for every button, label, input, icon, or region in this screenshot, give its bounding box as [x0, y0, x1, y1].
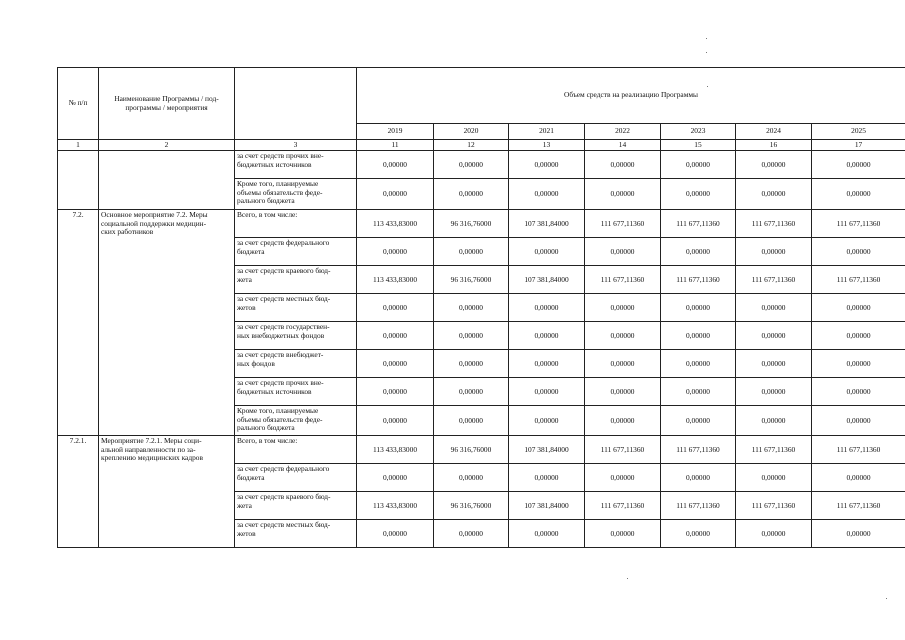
scan-speck [706, 52, 707, 53]
value-cell: 0,00000 [736, 406, 812, 436]
value-cell: 111 677,11360 [661, 436, 736, 464]
column-index: 13 [509, 140, 585, 151]
value-cell: 107 381,84000 [509, 266, 585, 294]
value-cell: 0,00000 [357, 294, 434, 322]
value-cell: 0,00000 [661, 378, 736, 406]
scan-speck [886, 598, 887, 599]
row-number [58, 151, 99, 210]
value-cell: 0,00000 [357, 322, 434, 350]
funding-source: за счет средств федерального бюджета [235, 238, 357, 266]
header-year: 2020 [434, 124, 509, 140]
value-cell: 0,00000 [509, 350, 585, 378]
value-cell: 0,00000 [585, 350, 661, 378]
value-cell: 0,00000 [357, 378, 434, 406]
funding-source: за счет средств внебюджет- ных фондов [235, 350, 357, 378]
value-cell: 0,00000 [509, 151, 585, 179]
value-cell: 0,00000 [661, 464, 736, 492]
value-cell: 0,00000 [661, 238, 736, 266]
row-number: 7.2.1. [58, 436, 99, 548]
value-cell: 0,00000 [434, 406, 509, 436]
value-cell: 0,00000 [812, 350, 905, 378]
header-volume: Объем средств на реализацию Программы [357, 68, 905, 124]
column-index: 16 [736, 140, 812, 151]
column-index: 17 [812, 140, 905, 151]
value-cell: 0,00000 [736, 151, 812, 179]
value-cell: 0,00000 [812, 464, 905, 492]
value-cell: 0,00000 [661, 151, 736, 179]
funding-source: за счет средств прочих вне- бюджетных источников [235, 151, 357, 179]
funding-source: Всего, в том числе: [235, 436, 357, 464]
value-cell: 0,00000 [434, 322, 509, 350]
value-cell: 0,00000 [509, 520, 585, 548]
value-cell: 0,00000 [357, 179, 434, 210]
value-cell: 111 677,11360 [661, 492, 736, 520]
value-cell: 111 677,11360 [812, 492, 905, 520]
value-cell: 0,00000 [357, 520, 434, 548]
header-year: 2023 [661, 124, 736, 140]
scan-speck [706, 38, 707, 39]
value-cell: 0,00000 [661, 179, 736, 210]
funding-source: Всего, в том числе: [235, 210, 357, 238]
value-cell: 96 316,76000 [434, 436, 509, 464]
value-cell: 0,00000 [509, 322, 585, 350]
value-cell: 113 433,83000 [357, 266, 434, 294]
value-cell: 0,00000 [434, 294, 509, 322]
value-cell: 0,00000 [585, 406, 661, 436]
value-cell: 113 433,83000 [357, 210, 434, 238]
value-cell: 0,00000 [509, 406, 585, 436]
value-cell: 0,00000 [661, 322, 736, 350]
funding-source: за счет средств местных бюд- жетов [235, 520, 357, 548]
funding-source: за счет средств местных бюд- жетов [235, 294, 357, 322]
column-index: 1 [58, 140, 99, 151]
funding-source: за счет средств государствен- ных внебюджетных фондов [235, 322, 357, 350]
value-cell: 0,00000 [434, 238, 509, 266]
value-cell: 0,00000 [434, 464, 509, 492]
column-index: 11 [357, 140, 434, 151]
value-cell: 0,00000 [736, 238, 812, 266]
table-row [58, 210, 905, 238]
row-number: 7.2. [58, 210, 99, 436]
value-cell: 0,00000 [736, 520, 812, 548]
value-cell: 0,00000 [509, 179, 585, 210]
value-cell: 0,00000 [812, 406, 905, 436]
value-cell: 0,00000 [585, 464, 661, 492]
value-cell: 111 677,11360 [736, 492, 812, 520]
value-cell: 111 677,11360 [812, 436, 905, 464]
header-year: 2019 [357, 124, 434, 140]
column-index: 12 [434, 140, 509, 151]
value-cell: 111 677,11360 [812, 210, 905, 238]
value-cell: 0,00000 [661, 406, 736, 436]
row-name: Мероприятие 7.2.1. Меры соци- альной направленности по за- креплению медицинских кадров [99, 436, 235, 548]
value-cell: 0,00000 [812, 378, 905, 406]
value-cell: 96 316,76000 [434, 492, 509, 520]
funding-source: за счет средств краевого бюд- жета [235, 266, 357, 294]
value-cell: 0,00000 [585, 238, 661, 266]
scan-speck [627, 578, 628, 579]
value-cell: 111 677,11360 [736, 210, 812, 238]
funding-source: за счет средств федерального бюджета [235, 464, 357, 492]
header-year: 2021 [509, 124, 585, 140]
column-index: 3 [235, 140, 357, 151]
value-cell: 0,00000 [434, 151, 509, 179]
value-cell: 0,00000 [509, 378, 585, 406]
header-number: № п/п [58, 68, 99, 140]
table-body [58, 151, 905, 548]
value-cell: 111 677,11360 [736, 436, 812, 464]
value-cell: 107 381,84000 [509, 210, 585, 238]
value-cell: 0,00000 [736, 294, 812, 322]
value-cell: 0,00000 [812, 294, 905, 322]
value-cell: 0,00000 [585, 151, 661, 179]
value-cell: 111 677,11360 [585, 492, 661, 520]
value-cell: 111 677,11360 [812, 266, 905, 294]
value-cell: 107 381,84000 [509, 436, 585, 464]
funding-source: Кроме того, планируемые объемы обязательств феде- рального бюджета [235, 179, 357, 210]
value-cell: 111 677,11360 [661, 266, 736, 294]
header-source [235, 68, 357, 140]
value-cell: 111 677,11360 [736, 266, 812, 294]
funding-source: за счет средств краевого бюд- жета [235, 492, 357, 520]
value-cell: 0,00000 [509, 238, 585, 266]
value-cell: 113 433,83000 [357, 436, 434, 464]
row-name: Основное мероприятие 7.2. Меры социальной поддержки медицин- ских работников [99, 210, 235, 436]
column-index: 2 [99, 140, 235, 151]
value-cell: 0,00000 [736, 179, 812, 210]
row-name [99, 151, 235, 210]
column-index: 15 [661, 140, 736, 151]
value-cell: 0,00000 [434, 179, 509, 210]
value-cell: 0,00000 [661, 294, 736, 322]
value-cell: 0,00000 [812, 179, 905, 210]
header-year: 2024 [736, 124, 812, 140]
value-cell: 0,00000 [736, 350, 812, 378]
value-cell: 111 677,11360 [585, 266, 661, 294]
value-cell: 0,00000 [661, 520, 736, 548]
value-cell: 0,00000 [357, 151, 434, 179]
value-cell: 0,00000 [434, 350, 509, 378]
value-cell: 0,00000 [585, 378, 661, 406]
value-cell: 0,00000 [736, 464, 812, 492]
value-cell: 111 677,11360 [585, 210, 661, 238]
column-index: 14 [585, 140, 661, 151]
value-cell: 0,00000 [357, 464, 434, 492]
value-cell: 0,00000 [585, 179, 661, 210]
table-row [58, 151, 905, 179]
table-row [58, 436, 905, 464]
value-cell: 0,00000 [434, 520, 509, 548]
value-cell: 0,00000 [736, 378, 812, 406]
value-cell: 0,00000 [812, 322, 905, 350]
funding-source: за счет средств прочих вне- бюджетных источников [235, 378, 357, 406]
value-cell: 0,00000 [434, 378, 509, 406]
value-cell: 0,00000 [509, 294, 585, 322]
value-cell: 107 381,84000 [509, 492, 585, 520]
value-cell: 0,00000 [812, 520, 905, 548]
value-cell: 0,00000 [357, 238, 434, 266]
value-cell: 96 316,76000 [434, 266, 509, 294]
value-cell: 0,00000 [661, 350, 736, 378]
value-cell: 0,00000 [812, 151, 905, 179]
value-cell: 0,00000 [585, 520, 661, 548]
value-cell: 0,00000 [357, 406, 434, 436]
funding-source: Кроме того, планируемые объемы обязательств феде- рального бюджета [235, 406, 357, 436]
header-year: 2022 [585, 124, 661, 140]
value-cell: 113 433,83000 [357, 492, 434, 520]
value-cell: 111 677,11360 [661, 210, 736, 238]
table-header [58, 68, 905, 151]
value-cell: 0,00000 [509, 464, 585, 492]
value-cell: 0,00000 [736, 322, 812, 350]
value-cell: 96 316,76000 [434, 210, 509, 238]
value-cell: 0,00000 [812, 238, 905, 266]
header-year: 2025 [812, 124, 905, 140]
value-cell: 111 677,11360 [585, 436, 661, 464]
value-cell: 0,00000 [585, 294, 661, 322]
value-cell: 0,00000 [585, 322, 661, 350]
program-funding-table [57, 67, 905, 548]
value-cell: 0,00000 [357, 350, 434, 378]
header-name: Наименование Программы / под- программы / мероприятия [99, 68, 235, 140]
